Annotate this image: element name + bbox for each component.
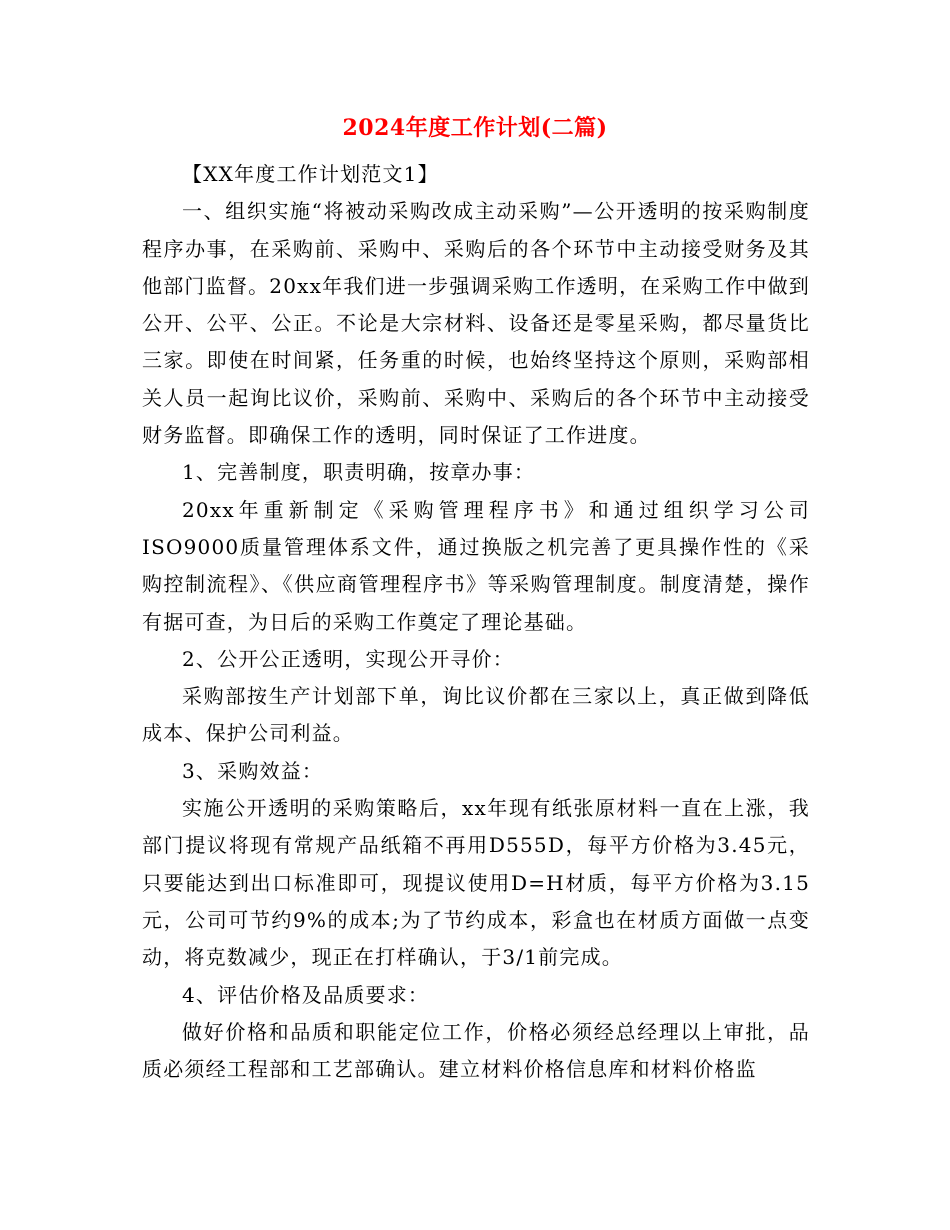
document-body xyxy=(142,156,810,1088)
paragraph: 20xx年重新制定《采购管理程序书》和通过组织学习公司ISO9000质量管理体系文件，通过换版之机完善了更具操作性的《采购控制流程》、《供应商管理程序书》等采购管理制度。制度清楚，操作有据可查，为日后的采购工作奠定了理论基础。 xyxy=(142,497,810,634)
subheading: 4、评估价格及品质要求： xyxy=(182,982,430,1007)
paragraph: 实施公开透明的采购策略后，xx年现有纸张原材料一直在上涨，我部门提议将现有常规产品纸箱不再用D555D，每平方价格为3.45元，只要能达到出口标准即可，现提议使用D=H材质，每平方价格为3.15元，公司可节约9%的成本;为了节约成本，彩盒也在材质方面做一点变动，将克数减少，现正在打样确认，于3/1前完成。 xyxy=(142,796,810,970)
document-title: 2024年度工作计划(二篇) xyxy=(342,115,608,141)
paragraph: 采购部按生产计划部下单，询比议价都在三家以上，真正做到降低成本、保护公司利益。 xyxy=(142,684,810,746)
section-heading: 【XX年度工作计划范文1】 xyxy=(182,162,439,186)
paragraph: 一、组织实施“将被动采购改成主动采购”—公开透明的按采购制度程序办事，在采购前、采购中、采购后的各个环节中主动接受财务及其他部门监督。20xx年我们进一步强调采购工作透明，在采购工作中做到公开、公平、公正。不论是大宗材料、设备还是零星采购，都尽量货比三家。即使在时间紧，任务重的时候，也始终坚持这个原则，采购部相关人员一起询比议价，采购前、采购中、采购后的各个环节中主动接受财务监督。即确保工作的透明，同时保证了工作进度。 xyxy=(142,199,810,448)
subheading: 3、采购效益： xyxy=(182,758,324,783)
subheading: 2、公开公正透明，实现公开寻价： xyxy=(182,646,514,671)
subheading: 1、完善制度，职责明确，按章办事： xyxy=(182,460,536,485)
paragraph: 做好价格和品质和职能定位工作，价格必须经总经理以上审批，品质必须经工程部和工艺部确认。建立材料价格信息库和材料价格监 xyxy=(142,1019,810,1082)
